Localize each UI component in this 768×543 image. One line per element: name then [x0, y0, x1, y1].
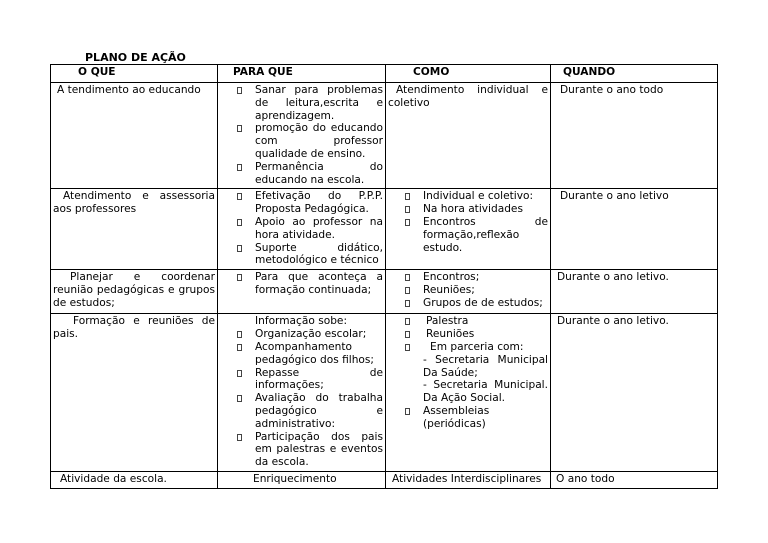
para-que-intro: Informação sobe:	[255, 315, 348, 328]
cell-o-que: Formação e reuniões de pais.	[51, 314, 218, 472]
bullet-icon	[405, 219, 410, 226]
bullet-icon	[237, 434, 242, 441]
table-row	[51, 314, 718, 472]
list-item: Reuniões	[388, 328, 548, 341]
header-row	[51, 65, 718, 83]
cell-quando: Durante o ano todo	[551, 83, 718, 189]
bullet-icon	[405, 274, 410, 281]
list-item: Efetivação do P.P.P. Proposta Pedagógica.	[220, 190, 383, 216]
cell-para-que	[218, 314, 386, 472]
cell-o-que: Atividade da escola.	[51, 472, 218, 489]
header-para-que: PARA QUE	[218, 65, 386, 83]
list-item: Sanar para problemas de leitura,escrita e aprendizagem.	[220, 84, 383, 122]
page-title: PLANO DE AÇÃO	[85, 51, 186, 64]
list-item: promoção do educando com professor qualidade de ensino.	[220, 122, 383, 160]
list-item: Na hora atividades	[388, 203, 548, 216]
header-quando: QUANDO	[551, 65, 718, 83]
cell-como	[386, 314, 551, 472]
list-item: - Secretaria Municipal. Da Ação Social.	[423, 379, 548, 405]
cell-quando: Durante o ano letivo	[551, 189, 718, 270]
cell-como	[386, 189, 551, 270]
cell-para-que	[218, 189, 386, 270]
cell-como: Atividades Interdisciplinares	[386, 472, 551, 489]
cell-para-que: Enriquecimento	[218, 472, 386, 489]
list-item: Permanência do educando na escola.	[220, 161, 383, 187]
header-como: COMO	[386, 65, 551, 83]
list-item: Encontros;	[388, 271, 548, 284]
list-item: Para que aconteça a formação continuada;	[220, 271, 383, 297]
cell-o-que: A tendimento ao educando	[51, 83, 218, 189]
cell-como: Atendimento individual e coletivo	[386, 83, 551, 189]
list-item: Encontros de formação,reflexão estudo.	[388, 216, 548, 254]
list-item: Individual e coletivo:	[388, 190, 548, 203]
bullet-icon	[237, 164, 242, 171]
list-item: - Secretaria Municipal Da Saúde;	[423, 353, 548, 379]
list-item: Organização escolar;	[220, 328, 383, 341]
header-o-que: O QUE	[51, 65, 218, 83]
cell-como	[386, 270, 551, 314]
bullet-icon	[237, 87, 242, 94]
bullet-icon	[405, 300, 410, 307]
bullet-icon	[237, 344, 242, 351]
bullet-icon	[405, 287, 410, 294]
list-item: Apoio ao professor na hora atividade.	[220, 216, 383, 242]
list-item: Reuniões;	[388, 284, 548, 297]
bullet-icon	[405, 318, 410, 325]
cell-o-que: Atendimento e assessoria aos professores	[51, 189, 218, 270]
bullet-icon	[237, 245, 242, 252]
bullet-icon	[237, 219, 242, 226]
list-item: Avaliação do trabalha pedagógico e administrativo:	[220, 392, 383, 430]
bullet-icon	[405, 344, 410, 351]
bullet-icon	[405, 206, 410, 213]
table-row	[51, 270, 718, 314]
bullet-icon	[237, 125, 242, 132]
list-item: Palestra	[388, 315, 548, 328]
bullet-icon	[237, 395, 242, 402]
list-item: Repasse de informações;	[220, 367, 383, 393]
bullet-icon	[405, 408, 410, 415]
list-item: Acompanhamento pedagógico dos filhos;	[220, 341, 383, 367]
table-row	[51, 189, 718, 270]
list-item: Participação dos pais em palestras e eventos da escola.	[220, 431, 383, 469]
cell-para-que	[218, 270, 386, 314]
action-plan-table	[50, 64, 718, 489]
cell-quando: O ano todo	[551, 472, 718, 489]
table-row	[51, 472, 718, 489]
list-item: Em parceria com:	[388, 341, 548, 354]
bullet-icon	[237, 370, 242, 377]
cell-para-que	[218, 83, 386, 189]
bullet-icon	[237, 193, 242, 200]
table-row	[51, 83, 718, 189]
bullet-icon	[405, 331, 410, 338]
cell-quando: Durante o ano letivo.	[551, 314, 718, 472]
list-item: Assembleias (periódicas)	[388, 405, 548, 431]
list-item: Suporte didático, metodológico e técnico	[220, 242, 383, 268]
cell-quando: Durante o ano letivo.	[551, 270, 718, 314]
cell-o-que: Planejar e coordenar reunião pedagógicas e grupos de estudos;	[51, 270, 218, 314]
list-item: Grupos de de estudos;	[388, 297, 548, 310]
bullet-icon	[405, 193, 410, 200]
bullet-icon	[237, 274, 242, 281]
bullet-icon	[237, 331, 242, 338]
